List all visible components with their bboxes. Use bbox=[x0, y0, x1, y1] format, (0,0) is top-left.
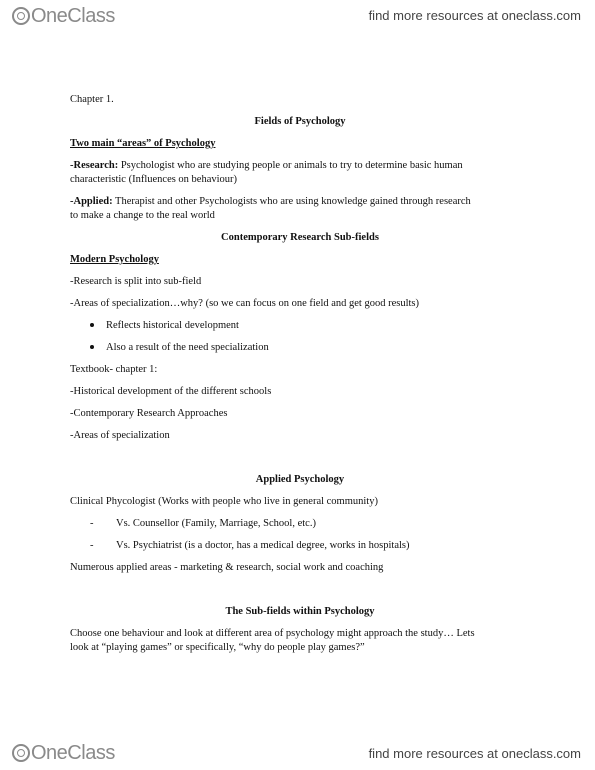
list-item bbox=[90, 342, 269, 354]
research-paragraph bbox=[70, 160, 463, 172]
modern-heading: Modern Psychology bbox=[70, 254, 159, 265]
section-heading: Two main “areas” of Psychology bbox=[70, 138, 216, 149]
research-text-line2: characteristic (Influences on behaviour) bbox=[70, 174, 238, 185]
document-title: Fields of Psychology bbox=[254, 116, 346, 127]
bullet-icon bbox=[90, 345, 94, 349]
research-text: Psychologist who are studying people or animals to try to determine basic human bbox=[118, 160, 463, 171]
logo-text: OneClass bbox=[31, 4, 115, 27]
applied-text: Therapist and other Psychologists who are using knowledge gained through research bbox=[112, 196, 471, 207]
list-item bbox=[90, 320, 239, 332]
applied-label: -Applied: bbox=[70, 196, 113, 207]
resources-link[interactable]: find more resources at oneclass.com bbox=[368, 8, 581, 23]
applied-text-line2: to make a change to the real world bbox=[70, 210, 215, 221]
section-heading: Applied Psychology bbox=[255, 474, 345, 485]
list-item-text: Also a result of the need specialization bbox=[106, 342, 269, 353]
oneclass-logo-icon bbox=[12, 7, 30, 25]
choose-line: Choose one behaviour and look at different area of psychology might approach the study… Lets bbox=[70, 628, 475, 639]
dash-icon: - bbox=[90, 540, 94, 551]
textbook-item: -Contemporary Research Approaches bbox=[70, 408, 228, 419]
modern-line: -Areas of specialization…why? (so we can focus on one field and get good results) bbox=[70, 298, 420, 309]
oneclass-logo[interactable] bbox=[12, 5, 115, 27]
section-heading: The Sub-fields within Psychology bbox=[225, 606, 375, 617]
list-item bbox=[90, 518, 316, 530]
chapter-label: Chapter 1. bbox=[70, 94, 114, 105]
list-item-text: Vs. Counsellor (Family, Marriage, School, etc.) bbox=[116, 518, 316, 529]
modern-line: -Research is split into sub-field bbox=[70, 276, 202, 287]
logo-text: OneClass bbox=[31, 741, 115, 764]
dash-icon: - bbox=[90, 518, 94, 529]
numerous-line: Numerous applied areas - marketing & research, social work and coaching bbox=[70, 562, 384, 573]
textbook-item: -Areas of specialization bbox=[70, 430, 170, 441]
page-footer bbox=[0, 740, 595, 770]
clinical-line: Clinical Phycologist (Works with people who live in general community) bbox=[70, 496, 378, 507]
oneclass-logo[interactable] bbox=[12, 742, 115, 764]
textbook-label: Textbook- chapter 1: bbox=[70, 364, 158, 375]
oneclass-logo-icon bbox=[12, 744, 30, 762]
section-heading: Contemporary Research Sub-fields bbox=[221, 232, 379, 243]
page-header bbox=[0, 0, 595, 30]
list-item bbox=[90, 540, 410, 552]
textbook-item: -Historical development of the different schools bbox=[70, 386, 272, 397]
resources-link[interactable]: find more resources at oneclass.com bbox=[368, 746, 581, 761]
list-item-text: Vs. Psychiatrist (is a doctor, has a medical degree, works in hospitals) bbox=[116, 540, 410, 551]
research-label: -Research: bbox=[70, 160, 119, 171]
list-item-text: Reflects historical development bbox=[106, 320, 239, 331]
choose-line: look at “playing games” or specifically, “why do people play games?” bbox=[70, 642, 365, 653]
applied-paragraph bbox=[70, 196, 471, 208]
bullet-icon bbox=[90, 323, 94, 327]
